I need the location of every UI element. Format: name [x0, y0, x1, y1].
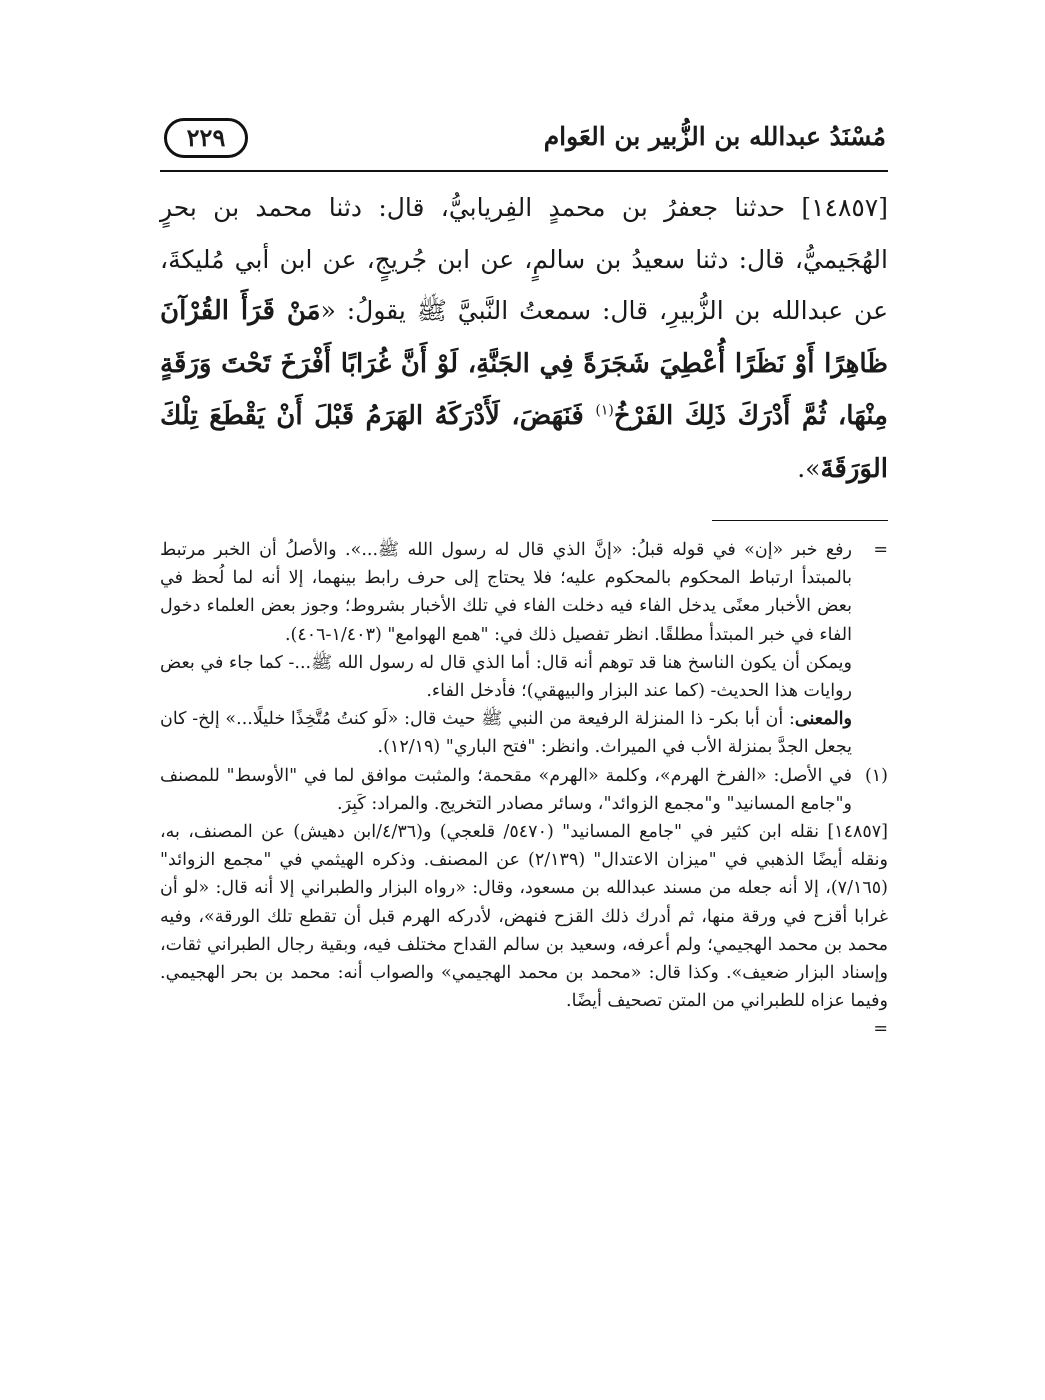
page-header: [160, 112, 888, 172]
hadith-number: [١٤٨٥٧]: [801, 193, 888, 222]
takhrij-id: [١٤٨٥٧]: [827, 822, 888, 843]
continuation-paragraph-2: ويمكن أن يكون الناسخ هنا قد توهم أنه قال: أما الذي قال له رسول الله ﷺ...- كما جاء في بعض روايات هذا الحديث- (كما عند البزار والبيهقي)؛ فأدخل الفاء.: [160, 652, 852, 702]
hadith-text: [160, 182, 888, 495]
footnote-1-text: في الأصل: «الفرخ الهرم»، وكلمة «الهرم» مقحمة؛ والمثبت موافق لما في "الأوسط" للمصنف و"جامع المسانيد" و"مجمع الزوائد"، وسائر مصادر التخريج. والمراد: كَبِرَ.: [160, 765, 852, 814]
continuation-paragraph-1: رفع خبر «إن» في قوله قبلُ: «إنَّ الذي قال له رسول الله ﷺ...». والأصلُ أن الخبر مرتبط بالمبتدأ ارتباط المحكوم بالمحكوم عليه؛ فلا يحتاج إلى حرف رابط بينهما، إلا أنه لما لُحظ في بعض الأخبار معنًى يدخل الفاء فيه دخلت الفاء في تلك الأخبار بشروط؛ وجوز بعض العلماء دخول الفاء في خبر المبتدأ مطلقًا. انظر تفصيل ذلك في: "همع الهوامع" (١/٤٠٣-٤٠٦).: [160, 540, 852, 645]
page-number-badge: ٢٢٩: [164, 118, 248, 158]
footnotes-section: [160, 536, 888, 1044]
takhrij-note: [160, 818, 888, 1015]
hadith-closing: ».: [797, 453, 821, 483]
hadith-matn-part2: فَنَهَضَ، لَأَدْرَكَهُ الهَرَمُ قَبْلَ أَنْ يَقْطَعَ تِلْكَ الوَرَقَةَ: [160, 401, 888, 484]
footnote-reference[interactable]: (١): [595, 402, 614, 419]
continuation-marker: =: [873, 540, 888, 560]
takhrij-text: نقله ابن كثير في "جامع المسانيد" (٥٤٧٠/ قلعجي) و(٤/٣٦/ابن دهيش) عن المصنف، به، ونقله أيضًا الذهبي في "ميزان الاعتدال" (٢/١٣٩) عن المصنف. وذكره الهيثمي في "مجمع الزوائد" (٧/١٦٥)، إلا أنه جعله من مسند عبدالله بن مسعود، وقال: «رواه البزار والطبراني إلا أنه قال: «لو أن غرابا أقزح في ورقة منها، ثم أدرك ذلك القزح فنهض، لأدركه الهرم قبل أن تقطع تلك الورقة»، وفيه محمد بن محمد الهجيمي؛ ولم أعرفه، وسعيد بن سالم القداح مختلف فيه، وبقية رجال الطبراني ثقات، وإسناد البزار ضعيف». وكذا قال: «محمد بن محمد الهجيمي» والصواب أنه: محمد بن بحر الهجيمي. وفيما عزاه للطبراني من المتن تصحيف أيضًا.: [160, 822, 889, 1012]
footnote-1-marker: (١): [864, 765, 888, 786]
hadith-isnad: حدثنا جعفرُ بن محمدٍ الفِريابيُّ، قال: دثنا محمد بن بحرٍ الهُجَيميُّ، قال: دثنا سعيدُ بن سالمٍ، عن ابن جُريجٍ، عن ابن أبي مُليكةَ، عن عبدالله بن الزُّبيرِ، قال: سمعتُ النَّبيَّ ﷺ يقولُ: «: [160, 193, 888, 325]
footnote-separator: [712, 520, 888, 521]
continuation-paragraph-3: [160, 705, 852, 761]
end-marker: =: [873, 1019, 888, 1040]
end-continuation: [160, 1015, 888, 1043]
running-title: مُسْنَدُ عبدالله بن الزُّبير بن العَوام: [543, 122, 886, 151]
footnote-continuation: [160, 536, 888, 762]
meaning-label: والمعنى: [794, 709, 852, 730]
hadith-matn-part1: مَنْ قَرَأَ القُرْآنَ ظَاهِرًا أَوْ نَظَرًا أُعْطِيَ شَجَرَةً فِي الجَنَّةِ، لَوْ أَنَّ غُرَابًا أَفْرَخَ تَحْتَ وَرَقَةٍ مِنْهَا، ثُمَّ أَدْرَكَ ذَلِكَ الفَرْخُ: [160, 296, 888, 431]
footnote-1: [160, 762, 888, 818]
meaning-text: : أن أبا بكر- ذا المنزلة الرفيعة من النبي ﷺ حيث قال: «لَو كنتُ مُتَّخِذًا خليلًا...» إلخ- كان يجعل الجدَّ بمنزلة الأب في الميراث. وانظر: "فتح الباري" (١٢/١٩).: [160, 709, 852, 758]
